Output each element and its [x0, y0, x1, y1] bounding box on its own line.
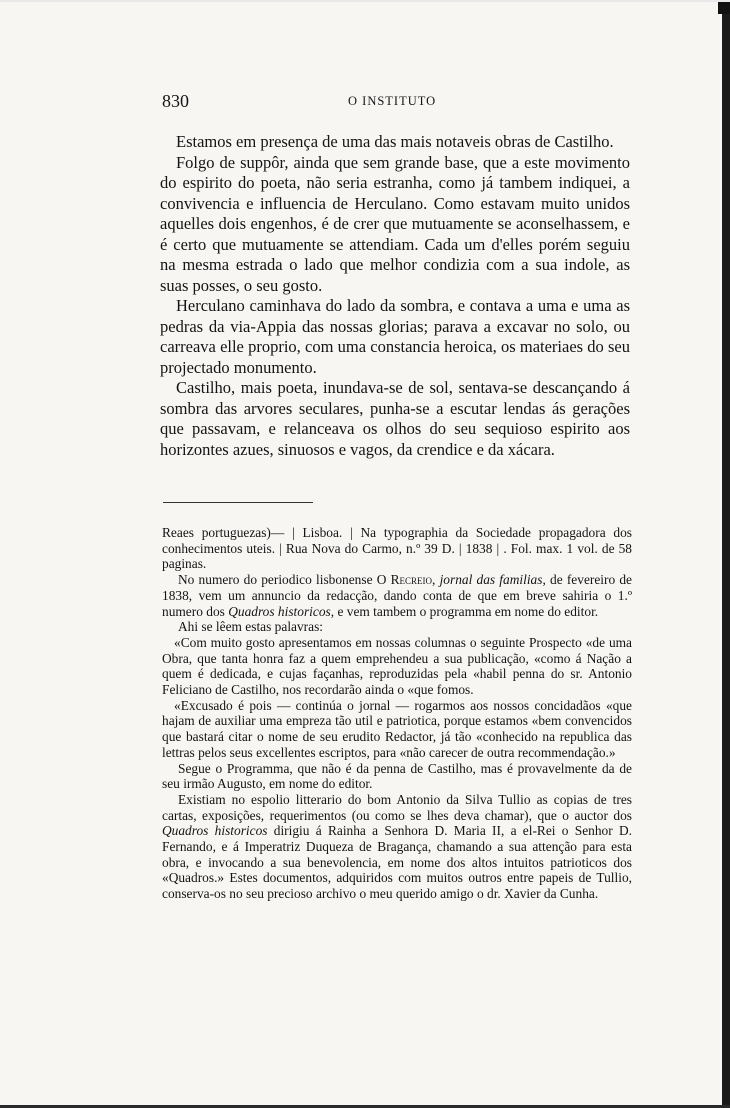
text-span: , e vem tambem o programma em nome do editor.	[330, 603, 599, 619]
periodical-subtitle: jornal das familias	[439, 572, 543, 588]
periodical-name: Recreio	[390, 572, 433, 588]
footnote-rule	[163, 502, 313, 503]
text-span: Existiam no espolio litterario do bom Antonio da Silva Tullio as copias de tres cartas, exposições, requerimentos (ou como se lhes deva chamar), que o auctor dos	[162, 791, 632, 823]
running-title: O INSTITUTO	[348, 94, 437, 108]
work-title: Quadros historicos	[162, 823, 268, 839]
footnote-recreio	[162, 572, 632, 619]
footnotes	[162, 525, 632, 902]
footnote-existiam	[162, 792, 632, 902]
text-span: No numero do periodico lisbonense O	[178, 572, 391, 588]
text-span: ,	[432, 572, 440, 588]
body-paragraph: Folgo de suppôr, ainda que sem grande base, que a este movimento do espirito do poeta, não seria estranha, como já tambem indiquei, a convivencia e influencia de Herculano. Como estavam muito unidos aquelles dois engenhos, é de crer que mutuamente se aconselhassem, e é certo que mutuamente se attendiam. Cada um d'elles porém seguiu na mesma estrada o lado que melhor condizia com a sua indole, as suas posses, o seu gosto.	[160, 152, 630, 295]
body-paragraph: Estamos em presença de uma das mais notaveis obras de Castilho.	[176, 132, 614, 151]
footnote-quote: «Com muito gosto apresentamos em nossas columnas o seguinte Prospecto «de uma Obra, que tanta honra faz a quem emprehendeu a sua publicação, «como á Nação a quem é dedicada, e cujas façanhas, reproduzidas pela «habil penna do sr. Antonio Feliciano de Castilho, nos recordarão ainda o «que fomos.	[162, 634, 632, 698]
text-span: dirigiu á Rainha a Senhora D. Maria II, a el-Rei o Senhor D. Fernando, e á Imperatriz Duqueza de Bragança, chamando a sua attenção para esta obra, e invocando a sua benevolencia, em nome dos altos intuitos patrioticos dos «Quadros.» Estes documentos, adquiridos com muitos outros entre papeis de Tullio, conserva-os no seu precioso archivo o meu querido amigo o dr. Xavier da Cunha.	[162, 823, 632, 902]
body-paragraph: Castilho, mais poeta, inundava-se de sol, sentava-se descançando á sombra das arvores seculares, punha-se a escutar lendas ás gerações que passavam, e relanceava os olhos do seu sequioso espirito aos horizontes azues, sinuosos e vagos, da crendice e da xácara.	[160, 378, 630, 459]
footnote-ahi: Ahi se lêem estas palavras:	[178, 619, 324, 635]
body-paragraph: Herculano caminhava do lado da sombra, e contava a uma e uma as pedras da via-Appia das nossas glorias; parava a excavar no solo, ou carreava elle proprio, com uma constancia heroica, os materiaes do seu projectado monumento.	[160, 296, 630, 377]
text-span: , de fevereiro de 1838, vem um annuncio da redacção, dando conta de que em breve sahiria o 1.º numero dos	[162, 572, 632, 619]
footnote-continuation: Reaes portuguezas)— | Lisboa. | Na typographia da Sociedade propagadora dos conhecimentos uteis. | Rua Nova do Carmo, n.º 39 D. | 1838 | . Fol. max. 1 vol. de 58 paginas.	[162, 525, 632, 572]
work-title: Quadros historicos	[228, 603, 331, 619]
scan-edge-right	[722, 2, 730, 1108]
page-header	[162, 91, 630, 115]
page-number: 830	[162, 91, 189, 111]
footnote-quote: «Excusado é pois — continúa o jornal — rogarmos aos nossos concidadãos «que hajam de auxiliar uma empreza tão util e patriotica, porque estamos «bem convencidos que bastará citar o nome de seu erudito Redactor, já tão «conhecido na republica das lettras pelos seus excellentes escriptos, para «não carecer de outra recommendação.»	[162, 697, 632, 760]
main-text	[160, 132, 630, 460]
footnote-segue: Segue o Programma, que não é da penna de Castilho, mas é provavelmente da de seu irmão Augusto, em nome do editor.	[162, 760, 632, 792]
scan-edge-corner	[718, 2, 730, 14]
